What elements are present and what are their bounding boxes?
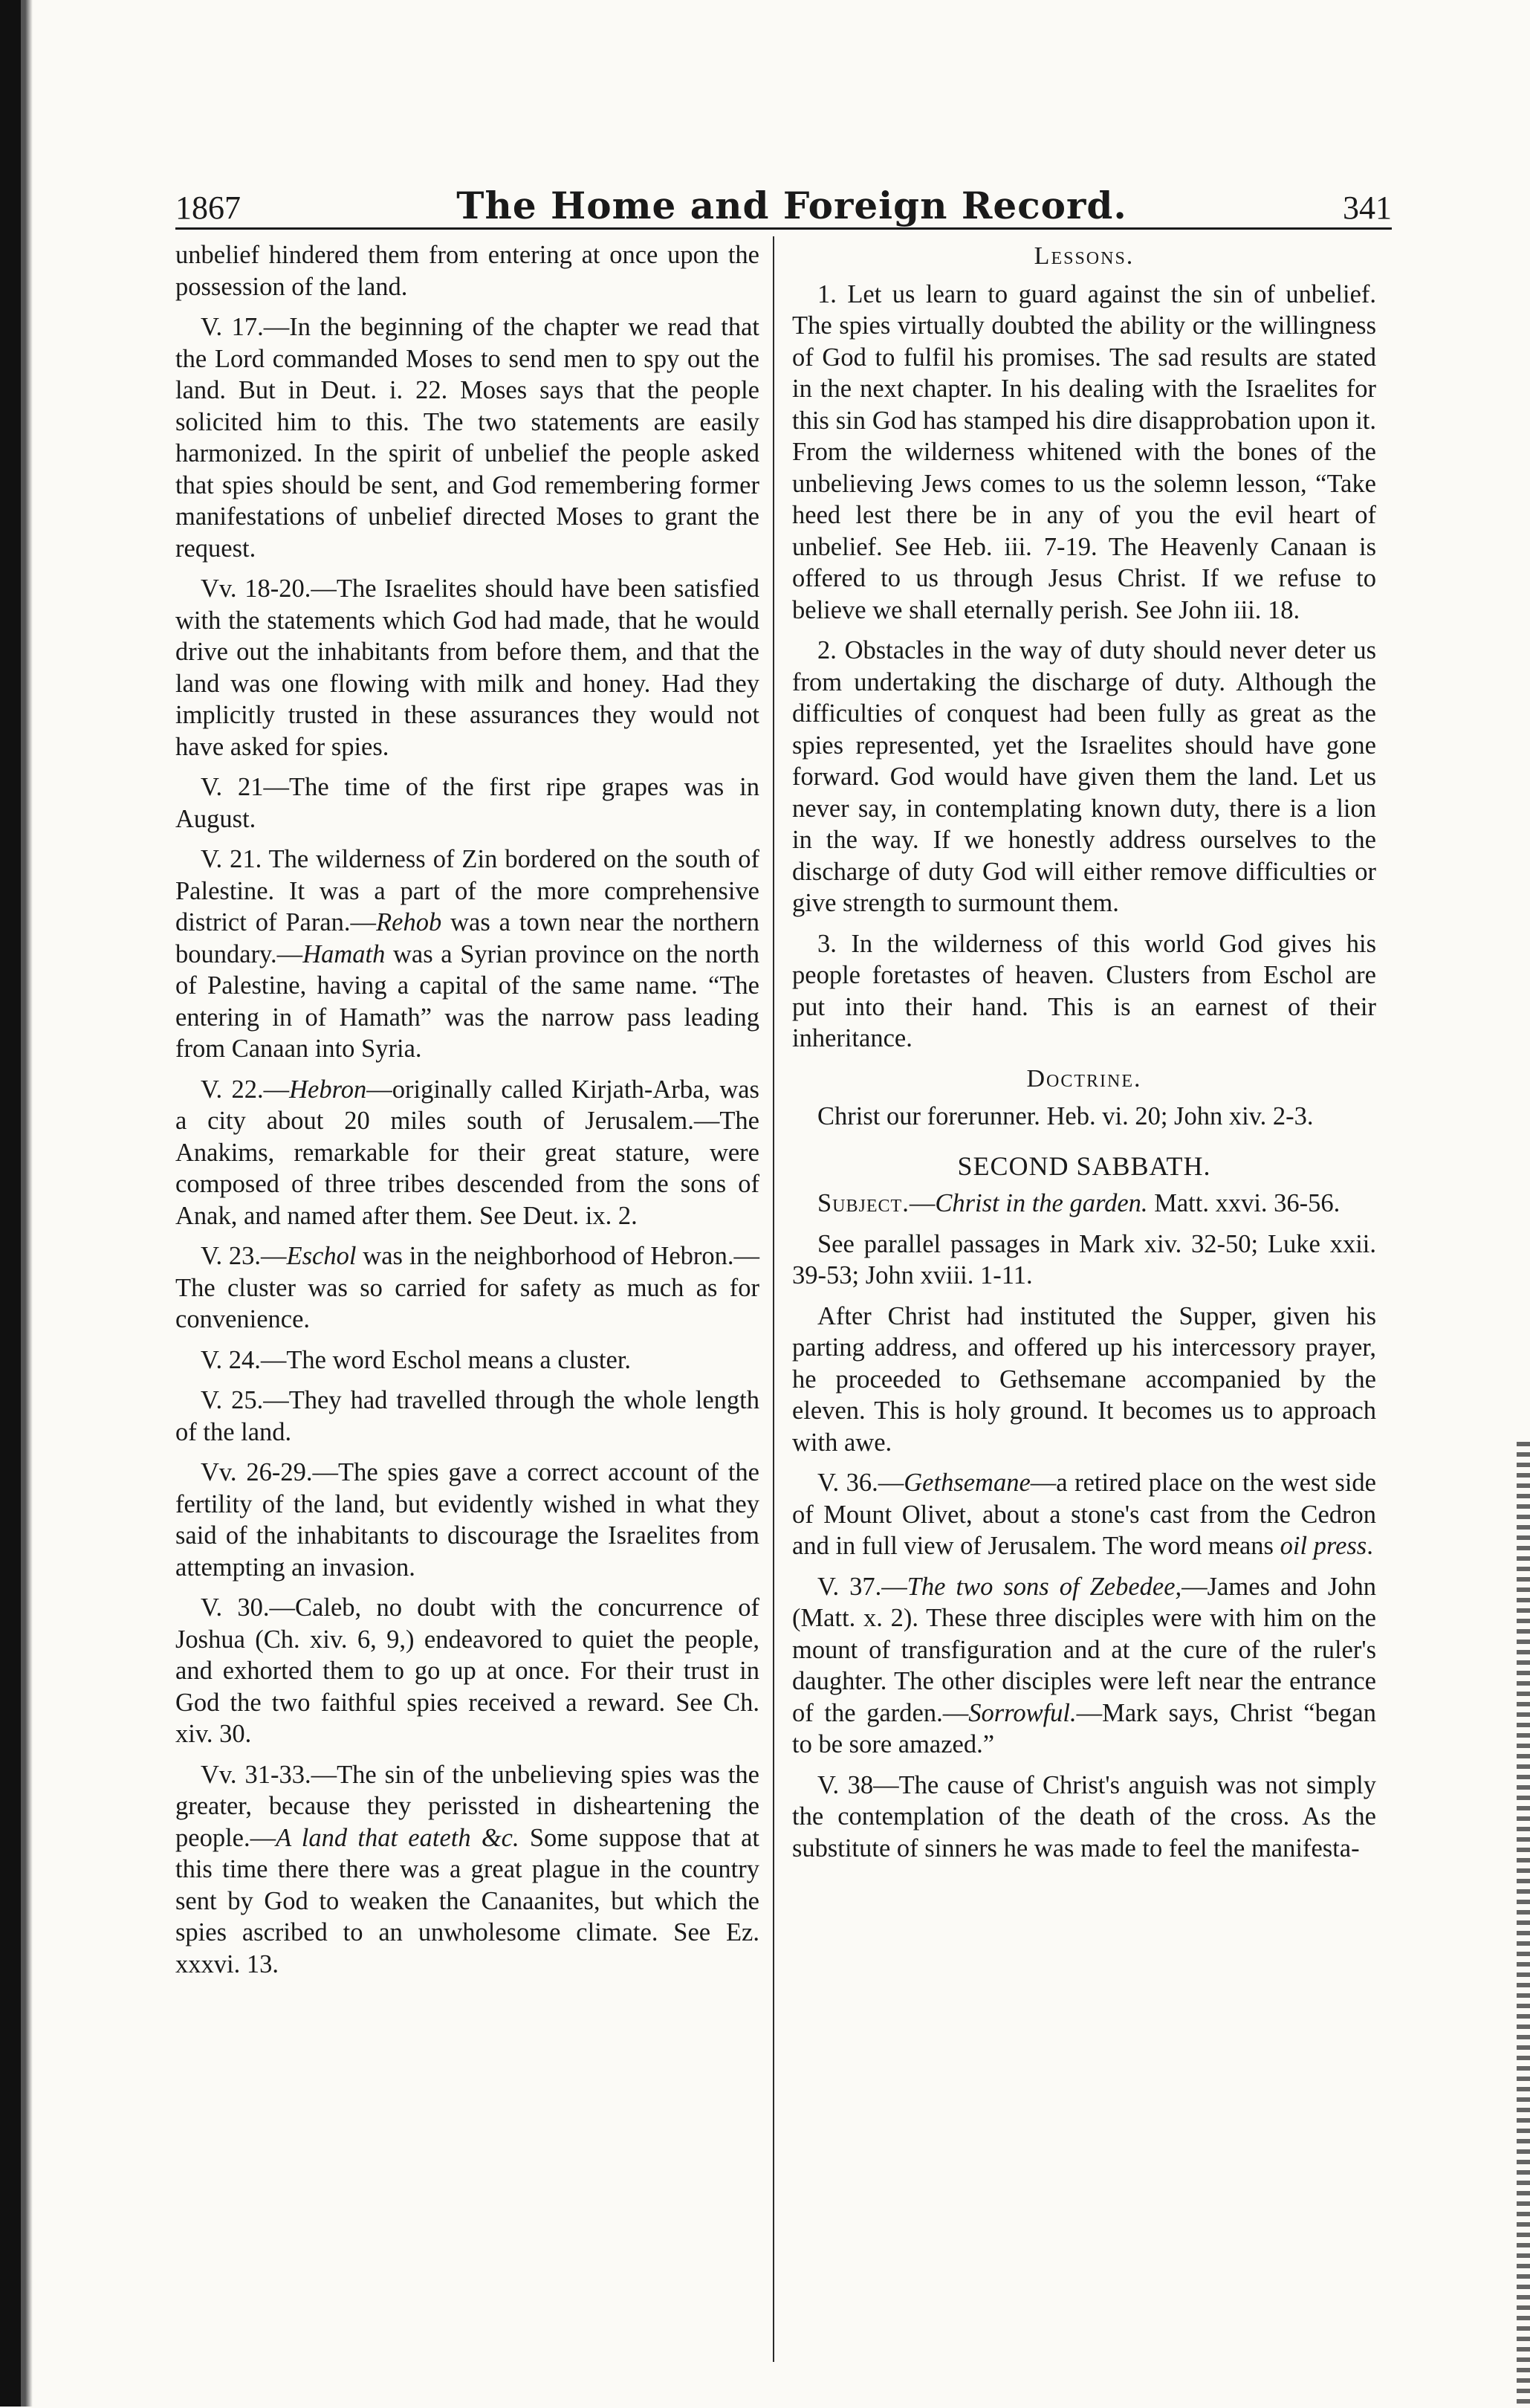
running-header (175, 165, 1392, 227)
lesson-item: 2. Obstacles in the way of duty should never deter us from undertaking the discharge of duty. Although the difficulties of conquest had been fully as great as the spies represented, yet the Israelites should have gone forward. God would have given them the land. Let us never say, in contemplating known duty, there is a lion in the way. If we honestly address ourselves to the discharge of duty God will either remove difficulties or give strength to surmount them. (792, 636, 1376, 917)
paragraph: V. 36.—Gethsemane—a retired place on the west side of Mount Olivet, about a stone's cast from the Cedron and in full view of Jerusalem. The word means oil press. (792, 1469, 1376, 1560)
paragraph: V. 37.—The two sons of Zebedee,—James and John (Matt. x. 2). These three disciples were with him on the mount of transfiguration and at the cure of the ruler's daughter. The other disciples were left near the entrance of the garden.—Sorrowful.—Mark says, Christ “began to be sore amazed.” (792, 1572, 1376, 1758)
header-year: 1867 (175, 190, 241, 226)
paragraph: V. 22.—Hebron—originally called Kirjath-Arba, was a city about 20 miles south of Jerusalem.—The Anakims, remarkable for their great stature, were composed of three tribes descended from the sons of Anak, and named after them. See Deut. ix. 2. (175, 1075, 759, 1230)
header-rule (175, 227, 1392, 230)
paragraph: unbelief hindered them from entering at once upon the possession of the land. (175, 241, 759, 301)
scan-page-edge (1517, 1442, 1530, 2408)
doctrine-heading: Doctrine. (1026, 1064, 1142, 1093)
column-divider (773, 236, 774, 2362)
paragraph: Vv. 18-20.—The Israelites should have been satisfied with the statements which God had made, that he would drive out the inhabitants from before them, and that the land was one flowing with milk and honey. Had they implicitly trusted in these assurances they would not have asked for spies. (175, 575, 759, 761)
subject-line: Subject.—Christ in the garden. Matt. xxvi. 36-56. (817, 1189, 1341, 1217)
paragraph: V. 17.—In the beginning of the chapter we read that the Lord commanded Moses to send men to spy out the land. But in Deut. i. 22. Moses says that the people solicited him to this. The two statements are easily harmonized. In the spirit of unbelief the people asked that spies should be sent, and God remembering former manifestations of unbelief directed Moses to grant the request. (175, 313, 759, 563)
section-title: SECOND SABBATH. (957, 1150, 1211, 1181)
lessons-heading: Lessons. (1034, 242, 1135, 270)
paragraph: V. 24.—The word Eschol means a cluster. (201, 1345, 632, 1374)
doctrine-text: Christ our forerunner. Heb. vi. 20; John xiv. 2-3. (817, 1102, 1314, 1130)
lesson-item: 3. In the wilderness of this world God gives his people foretastes of heaven. Clusters from Eschol are put into their hand. This is an earnest of their inheritance. (792, 929, 1376, 1052)
paragraph: V. 23.—Eschol was in the neighborhood of Hebron.—The cluster was so carried for safety as much as for convenience. (175, 1242, 759, 1333)
paragraph: See parallel passages in Mark xiv. 32-50; Luke xxii. 39-53; John xviii. 1-11. (792, 1229, 1376, 1289)
right-column (792, 239, 1376, 1873)
paragraph: V. 25.—They had travelled through the whole length of the land. (175, 1386, 759, 1446)
paragraph: V. 21—The time of the first ripe grapes was in August. (175, 773, 759, 833)
lesson-item: 1. Let us learn to guard against the sin of unbelief. The spies virtually doubted the ability or the willingness of God to fulfil his promises. The sad results are stated in the next chapter. In his dealing with the Israelites for this sin God has stamped his dire disapprobation upon it. From the wilderness whitened with the bones of the unbelieving Jews comes to us the solemn lesson, “Take heed lest there be in any of you the evil heart of unbelief. See Heb. iii. 7-19. The Heavenly Canaan is offered to us through Jesus Christ. If we refuse to believe we shall eternally perish. See John iii. 18. (792, 279, 1376, 624)
left-column (175, 239, 759, 1989)
paragraph: Vv. 26-29.—The spies gave a correct account of the fertility of the land, but evidently wished in what they said of the inhabitants to discourage the Israelites from attempting an invasion. (175, 1458, 759, 1582)
paragraph: V. 38—The cause of Christ's anguish was not simply the contemplation of the death of the cross. As the substitute of sinners he was made to feel the manifesta- (792, 1770, 1376, 1862)
page-number: 341 (1343, 190, 1392, 226)
paragraph: V. 21. The wilderness of Zin bordered on the south of Palestine. It was a part of the more comprehensive district of Paran.—Rehob was a town near the northern boundary.—Hamath was a Syrian province on the north of Palestine, having a capital of the same name. “The entering in of Hamath” was the narrow pass leading from Canaan into Syria. (175, 845, 760, 1063)
paragraph: Vv. 31-33.—The sin of the unbelieving spies was the greater, because they perissted in disheartening the people.—A land that eateth &c. Some suppose that at this time there there was a great plague in the country sent by God to weaken the Canaanites, but which the spies ascribed to an unwholesome climate. See Ez. xxxvi. 13. (175, 1760, 759, 1978)
paragraph: After Christ had instituted the Supper, given his parting address, and offered up his intercessory prayer, he proceeded to Gethsemane accompanied by the eleven. This is holy ground. It becomes us to approach with awe. (792, 1301, 1376, 1457)
paragraph: V. 30.—Caleb, no doubt with the concurrence of Joshua (Ch. xiv. 6, 9,) endeavored to quiet the people, and exhorted them to go up at once. For their trust in God the two faithful spies received a reward. See Ch. xiv. 30. (175, 1593, 759, 1748)
journal-title: The Home and Foreign Record. (456, 184, 1127, 227)
scan-binding-edge (0, 0, 33, 2407)
